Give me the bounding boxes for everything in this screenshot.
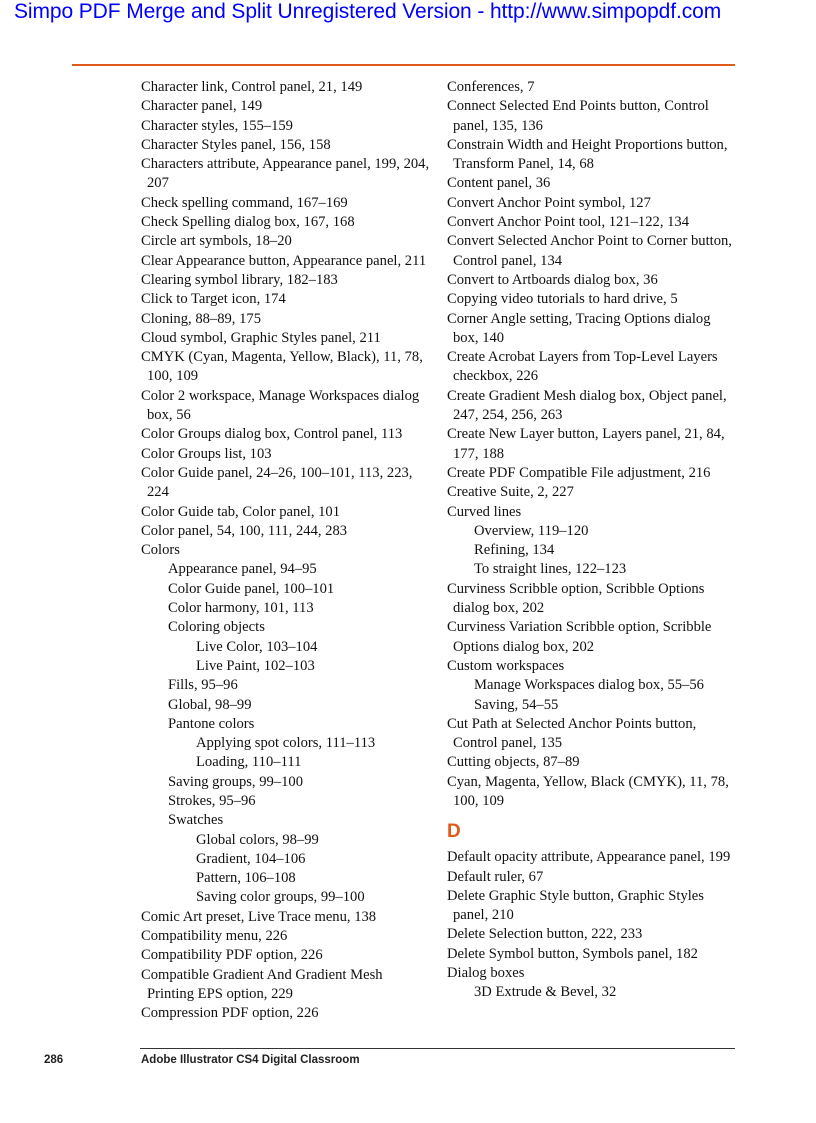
index-subentry: Saving color groups, 99–100 <box>196 889 365 906</box>
index-entry: Creative Suite, 2, 227 <box>447 484 574 501</box>
index-entry: Characters attribute, Appearance panel, 199, 204, 207 <box>141 156 430 192</box>
index-entry: Comic Art preset, Live Trace menu, 138 <box>141 908 377 925</box>
index-entry: Delete Graphic Style button, Graphic Styles panel, 210 <box>447 887 704 924</box>
index-entry: Curved lines <box>447 503 522 520</box>
index-subentry: Manage Workspaces dialog box, 55–56 <box>474 677 704 694</box>
index-entry: Color Guide tab, Color panel, 101 <box>141 503 341 520</box>
index-entry: Convert to Artboards dialog box, 36 <box>447 271 658 288</box>
header-rule <box>72 64 735 66</box>
index-entry: Create Acrobat Layers from Top-Level Layers checkbox, 226 <box>447 349 718 385</box>
index-entry: Cyan, Magenta, Yellow, Black (CMYK), 11, 78, 100, 109 <box>447 773 729 809</box>
index-column-left <box>141 78 433 1024</box>
index-entry: Create New Layer button, Layers panel, 21, 84, 177, 188 <box>447 426 725 462</box>
index-entry: Copying video tutorials to hard drive, 5 <box>447 291 678 308</box>
index-entry: Default ruler, 67 <box>447 868 544 885</box>
index-entry: Color 2 workspace, Manage Workspaces dialog box, 56 <box>141 387 420 424</box>
footer-rule <box>140 1048 735 1049</box>
index-column-right <box>447 78 739 1003</box>
index-entry: Colors <box>141 542 180 559</box>
index-subentry: Saving groups, 99–100 <box>168 773 303 790</box>
index-entry: Character styles, 155–159 <box>141 117 293 134</box>
index-entry: Color Guide panel, 24–26, 100–101, 113, 223, 224 <box>141 464 413 501</box>
index-entry: Color Groups dialog box, Control panel, 113 <box>141 426 403 443</box>
index-entry: Compatibility PDF option, 226 <box>141 947 323 964</box>
index-entry: Check Spelling dialog box, 167, 168 <box>141 214 355 231</box>
index-entry: Compression PDF option, 226 <box>141 1005 319 1022</box>
index-entry: Compatible Gradient And Gradient Mesh Printing EPS option, 229 <box>141 966 383 1002</box>
index-entry: Clearing symbol library, 182–183 <box>141 271 338 288</box>
index-entry: Delete Symbol button, Symbols panel, 182 <box>447 945 698 962</box>
index-subentry: Loading, 110–111 <box>196 754 302 771</box>
index-entry: Create PDF Compatible File adjustment, 216 <box>447 464 711 481</box>
index-entry: Compatibility menu, 226 <box>141 928 288 945</box>
index-entry: Connect Selected End Points button, Control panel, 135, 136 <box>447 98 709 134</box>
section-heading: D <box>447 821 461 843</box>
index-subentry: Pattern, 106–108 <box>196 870 296 887</box>
index-entry: Cloud symbol, Graphic Styles panel, 211 <box>141 329 381 346</box>
index-subentry: To straight lines, 122–123 <box>474 561 627 578</box>
index-entry: Clear Appearance button, Appearance panel, 211 <box>141 252 427 269</box>
index-entry: Create Gradient Mesh dialog box, Object panel, 247, 254, 256, 263 <box>447 387 727 424</box>
index-entry: Circle art symbols, 18–20 <box>141 233 292 250</box>
index-entry: Convert Selected Anchor Point to Corner button, Control panel, 134 <box>447 233 732 269</box>
index-entry: Character link, Control panel, 21, 149 <box>141 79 363 95</box>
index-entry: Cut Path at Selected Anchor Points button, Control panel, 135 <box>447 715 697 752</box>
watermark-banner: Simpo PDF Merge and Split Unregistered Version - http://www.simpopdf.com <box>14 0 722 23</box>
index-entry: Corner Angle setting, Tracing Options dialog box, 140 <box>447 310 711 346</box>
index-subentry: Applying spot colors, 111–113 <box>196 735 376 752</box>
index-entry: Delete Selection button, 222, 233 <box>447 926 643 943</box>
index-subentry: Strokes, 95–96 <box>168 792 256 809</box>
index-subentry: Live Paint, 102–103 <box>196 657 315 674</box>
index-entry: Conferences, 7 <box>447 79 535 95</box>
index-entry: Click to Target icon, 174 <box>141 291 286 308</box>
index-entry: Character Styles panel, 156, 158 <box>141 136 331 153</box>
index-subentry: Refining, 134 <box>474 542 555 559</box>
index-entry: Constrain Width and Height Proportions button, Transform Panel, 14, 68 <box>447 136 728 173</box>
index-entry: Curviness Scribble option, Scribble Options dialog box, 202 <box>447 580 705 617</box>
index-subentry: Swatches <box>168 812 224 829</box>
index-entry: Dialog boxes <box>447 965 525 982</box>
index-subentry: Gradient, 104–106 <box>196 850 306 867</box>
index-entry: Check spelling command, 167–169 <box>141 194 348 211</box>
index-subentry: Overview, 119–120 <box>474 522 589 539</box>
index-entry: Color Groups list, 103 <box>141 445 272 462</box>
index-entry: Content panel, 36 <box>447 175 551 192</box>
index-entry: CMYK (Cyan, Magenta, Yellow, Black), 11, 78, 100, 109 <box>141 349 423 385</box>
index-subentry: Global colors, 98–99 <box>196 831 319 848</box>
index-subentry: Global, 98–99 <box>168 696 252 713</box>
index-subentry: Live Color, 103–104 <box>196 638 318 655</box>
index-subentry: Appearance panel, 94–95 <box>168 561 317 578</box>
index-entry: Color panel, 54, 100, 111, 244, 283 <box>141 522 348 539</box>
index-entry: Convert Anchor Point tool, 121–122, 134 <box>447 214 690 231</box>
index-subentry: Saving, 54–55 <box>474 696 559 713</box>
page-number: 286 <box>44 1054 64 1066</box>
index-entry: Cloning, 88–89, 175 <box>141 310 261 327</box>
index-subentry: Fills, 95–96 <box>168 677 238 694</box>
index-entry: Convert Anchor Point symbol, 127 <box>447 194 651 211</box>
book-title: Adobe Illustrator CS4 Digital Classroom <box>141 1054 360 1066</box>
index-subentry: 3D Extrude & Bevel, 32 <box>474 984 617 1001</box>
index-subentry: Color Guide panel, 100–101 <box>168 580 335 597</box>
index-entry: Default opacity attribute, Appearance panel, 199 <box>447 849 731 866</box>
index-entry: Cutting objects, 87–89 <box>447 754 580 771</box>
index-subentry: Pantone colors <box>168 715 255 732</box>
index-subentry: Color harmony, 101, 113 <box>168 600 314 617</box>
index-entry: Curviness Variation Scribble option, Scribble Options dialog box, 202 <box>447 619 712 655</box>
index-entry: Character panel, 149 <box>141 98 263 115</box>
index-entry: Custom workspaces <box>447 657 565 674</box>
index-subentry: Coloring objects <box>168 619 265 636</box>
